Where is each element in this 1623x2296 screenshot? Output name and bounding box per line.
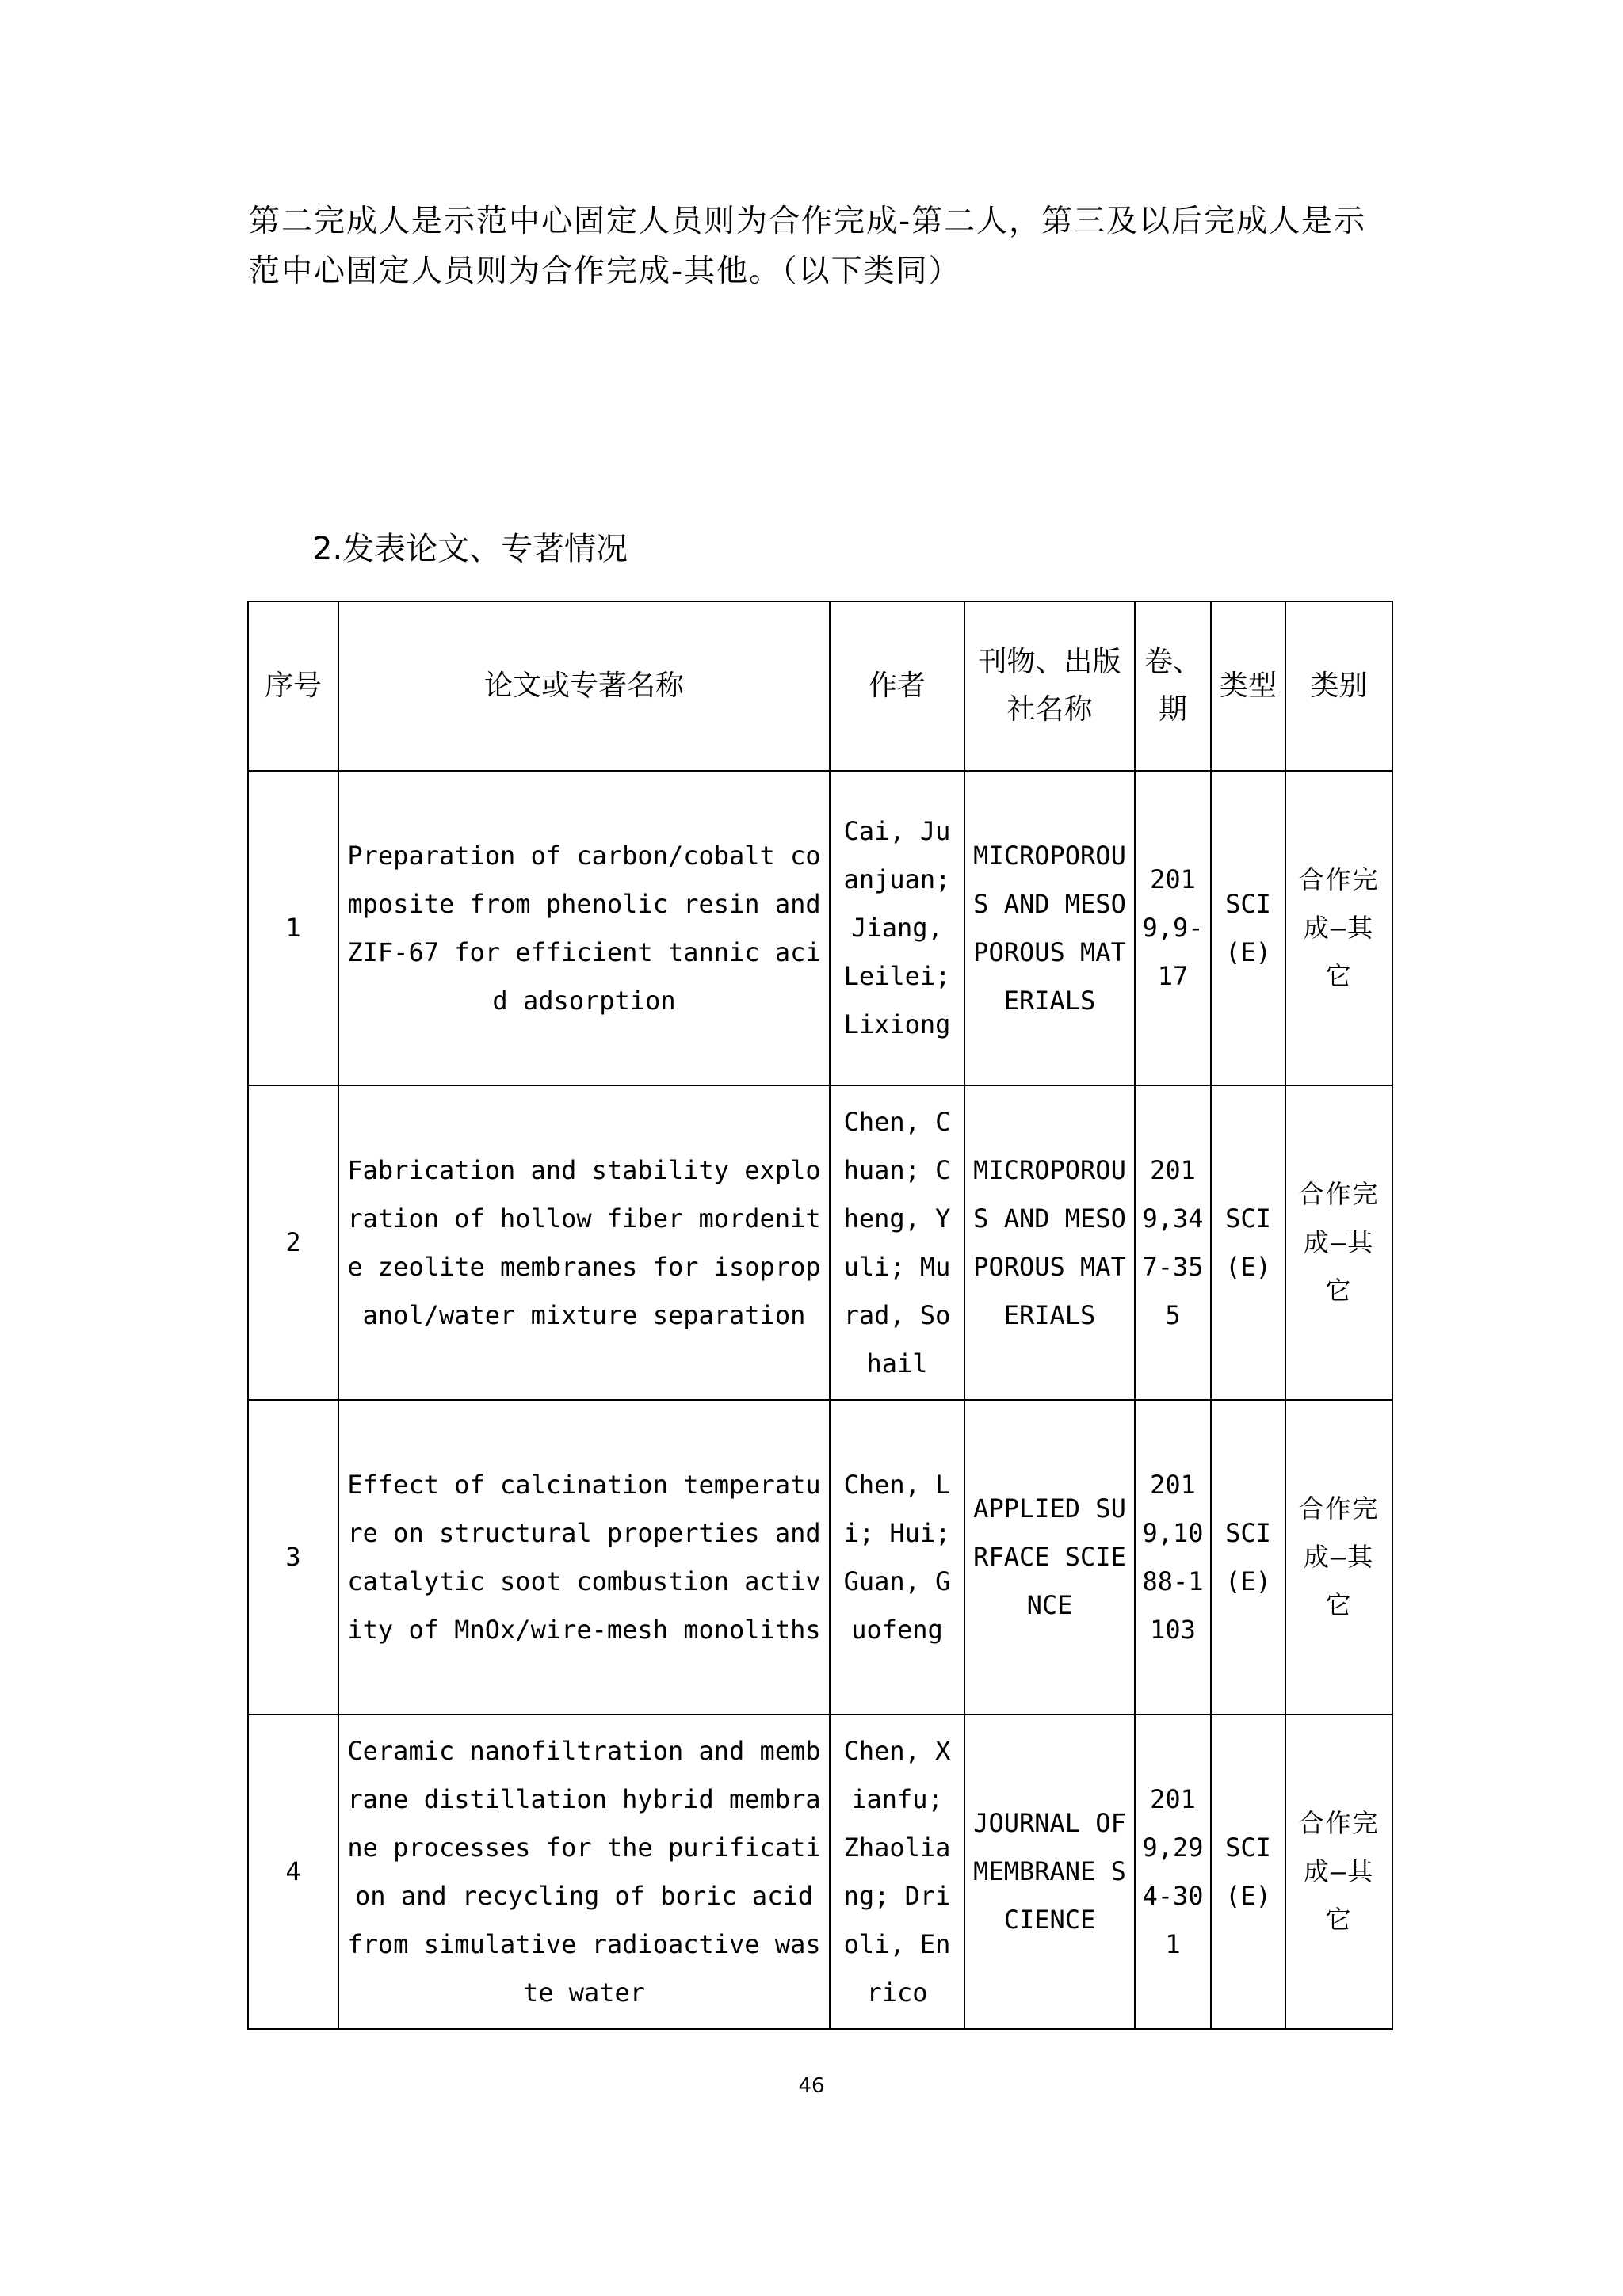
header-category: 类别 <box>1285 601 1392 771</box>
cell-category: 合作完成—其它 <box>1285 771 1392 1085</box>
table-header-row <box>248 601 1392 771</box>
header-type: 类型 <box>1211 601 1285 771</box>
cell-authors: Cai, Juanjuan; Jiang, Leilei; Lixiong <box>830 771 964 1085</box>
intro-line-2: 范中心固定人员则为合作完成-其他。（以下类同） <box>249 254 961 289</box>
papers-table <box>247 601 1393 2030</box>
cell-volume: 2019,9-17 <box>1135 771 1211 1085</box>
header-volume: 卷、期 <box>1135 601 1211 771</box>
header-title: 论文或专著名称 <box>338 601 830 771</box>
cell-category: 合作完成—其它 <box>1285 1714 1392 2029</box>
cell-seq: 3 <box>248 1400 338 1714</box>
section-title: 2.发表论文、专著情况 <box>312 531 628 567</box>
table-row <box>248 771 1392 1085</box>
cell-type: SCI(E) <box>1211 1714 1285 2029</box>
cell-volume: 2019,347-355 <box>1135 1085 1211 1400</box>
intro-paragraph <box>249 196 1390 296</box>
cell-type: SCI(E) <box>1211 771 1285 1085</box>
cell-title: Ceramic nanofiltration and membrane distillation hybrid membrane processes for the purification and recycling of boric acid from simulative radioactive waste water <box>338 1714 830 2029</box>
header-authors: 作者 <box>830 601 964 771</box>
cell-authors: Chen, Xianfu; Zhaoliang; Drioli, Enrico <box>830 1714 964 2029</box>
cell-seq: 4 <box>248 1714 338 2029</box>
cell-type: SCI(E) <box>1211 1085 1285 1400</box>
page-number: 46 <box>798 2074 825 2098</box>
cell-title: Preparation of carbon/cobalt composite from phenolic resin and ZIF-67 for efficient tannic acid adsorption <box>338 771 830 1085</box>
cell-seq: 2 <box>248 1085 338 1400</box>
header-seq: 序号 <box>248 601 338 771</box>
header-journal: 刊物、出版社名称 <box>964 601 1135 771</box>
cell-journal: APPLIED SURFACE SCIENCE <box>964 1400 1135 1714</box>
cell-category: 合作完成—其它 <box>1285 1085 1392 1400</box>
intro-line-1: 第二完成人是示范中心固定人员则为合作完成-第二人，第三及以后完成人是示 <box>249 204 1367 239</box>
cell-type: SCI(E) <box>1211 1400 1285 1714</box>
cell-authors: Chen, Chuan; Cheng, Yuli; Murad, Sohail <box>830 1085 964 1400</box>
table-row <box>248 1085 1392 1400</box>
cell-journal: MICROPOROUS AND MESOPOROUS MATERIALS <box>964 771 1135 1085</box>
cell-volume: 2019,294-301 <box>1135 1714 1211 2029</box>
cell-authors: Chen, Li; Hui; Guan, Guofeng <box>830 1400 964 1714</box>
cell-journal: MICROPOROUS AND MESOPOROUS MATERIALS <box>964 1085 1135 1400</box>
table-row <box>248 1400 1392 1714</box>
cell-category: 合作完成—其它 <box>1285 1400 1392 1714</box>
cell-journal: JOURNAL OF MEMBRANE SCIENCE <box>964 1714 1135 2029</box>
cell-seq: 1 <box>248 771 338 1085</box>
cell-title: Effect of calcination temperature on structural properties and catalytic soot combustion activity of MnOx/wire-mesh monoliths <box>338 1400 830 1714</box>
table-row <box>248 1714 1392 2029</box>
cell-volume: 2019,1088-1103 <box>1135 1400 1211 1714</box>
cell-title: Fabrication and stability exploration of hollow fiber mordenite zeolite membranes for isopropanol/water mixture separation <box>338 1085 830 1400</box>
